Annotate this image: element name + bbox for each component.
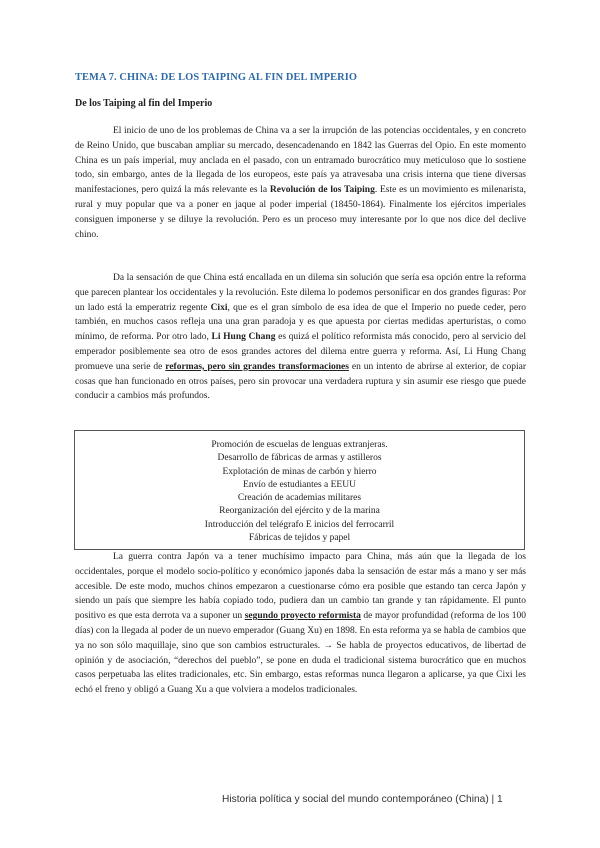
page-footer: Historia política y social del mundo contemporáneo (China) | 1	[222, 794, 503, 805]
paragraph-dilema	[75, 271, 526, 404]
paragraph-taiping	[75, 124, 526, 242]
text-run: es quizá el político reformista más conocido, pero al servicio del emperador posiblemente sea otro de esos grandes actores del dilema entre guerra y reforma. Así, Li Hung Chang promueve una serie de	[75, 332, 526, 372]
list-item: Reorganización del ejército y de la marina	[219, 506, 380, 517]
list-item: Promoción de escuelas de lenguas extranjeras.	[211, 440, 388, 450]
list-item: Envío de estudiantes a EEUU	[243, 479, 356, 490]
text-run: en un intento de abrirse al exterior, de copiar cosas que han funcionado en otros países, pero sin provocar una verdadera ruptura y sin asumir ese riesgo que puede conducir a cambios más profundos.	[75, 361, 526, 402]
reforms-list	[75, 439, 524, 545]
reforms-box	[74, 430, 525, 550]
page-title: TEMA 7. CHINA: DE LOS TAIPING AL FIN DEL IMPERIO	[75, 72, 358, 83]
section-subtitle: De los Taiping al fin del Imperio	[75, 98, 213, 109]
list-item: Fábricas de tejidos y papel	[248, 533, 351, 544]
text-run: La guerra contra Japón va a tener muchísimo impacto para China, más aún que la llegada de los occidentales, porque el modelo socio-político y económico japonés daba la sensación de estar más a mano y ser más accesible. De este modo, muchos chinos empezaron a cuestionarse cómo era posible que estando tan cerca Japón y siendo un país que siempre les había copiado todo, pudiera dan un cambio tan grande y tan rápidamente. El punto positivo es que esta derrota va a suponer un	[75, 552, 526, 622]
list-item: Introducción del telégrafo E inicios del ferrocarril	[204, 519, 395, 530]
bold-term: Li Hung Chang	[211, 332, 276, 343]
list-item: Desarrollo de fábricas de armas y astilleros	[217, 453, 382, 464]
paragraph-japon	[75, 550, 526, 698]
text-run: . Este es un movimiento es milenarista, rural y muy popular que va a poner en jaque al poder imperial (18450-1864). Finalmente los ejércitos imperiales consiguen imponerse y se diluye la revolución. Pero es un proceso muy interesante por lo que nos dice del declive chino.	[75, 185, 526, 240]
bold-underlined-term: segundo proyecto reformista	[244, 611, 361, 622]
text-run: El inicio de uno de los problemas de China va a ser la irrupción de las potencias occidentales, y en concreto de Reino Unido, que buscaban ampliar su mercado, desencadenando en 1842 las Guerras del Opio. En este momento China es un país imperial, muy anclada en el pasado, con un entramado burocrático muy meticuloso que lo sostiene todo, sin embargo, antes de la llegada de los europeos, este país ya atravesaba una crisis interna que tiene diversas manifestaciones, pero quizá la más relevante es la	[75, 126, 526, 196]
bold-underlined-term: reformas, pero sin grandes transformaciones	[165, 361, 349, 372]
bold-term: Cixi	[210, 302, 228, 313]
text-run: Da la sensación de que China está encallada en un dilema sin solución que sería esa opción entre la reforma que parecen plantear los occidentales y la revolución. Este dilema lo podemos personificar en dos grandes figuras: Por un lado está la emperatriz regente	[75, 273, 526, 313]
text-run: , que es el gran símbolo de esa idea de que el Imperio no puede ceder, pero también, en muchos casos refleja una una gran paradoja y es que apuesta por ciertas medidas aperturistas, o como mínimo, de reforma. Por otro lado,	[75, 302, 526, 343]
list-item: Explotación de minas de carbón y hierro	[222, 466, 377, 477]
bold-term: Revolución de los Taiping	[269, 185, 375, 196]
list-item: Creación de academias militares	[237, 493, 362, 504]
text-run: de mayor profundidad (reforma de los 100 días) con la llegada al poder de un nuevo emperador (Guang Xu) en 1898. En esta reforma ya se habla de cambios que ya no son sólo maquillaje, sino que son cambios estructurales. → Se habla de proyectos educativos, de libertad de opinión y de asociación, “derechos del pueblo”, se pone en duda el tradicional sistema burocrático que en muchos casos perpetuaba las elites tradicionales, etc. Sin embargo, estas reformas nunca llegaron a aplicarse, ya que Cixi les echó el freno y obligó a Guang Xu a que volviera a modelos tradicionales.	[75, 611, 526, 696]
